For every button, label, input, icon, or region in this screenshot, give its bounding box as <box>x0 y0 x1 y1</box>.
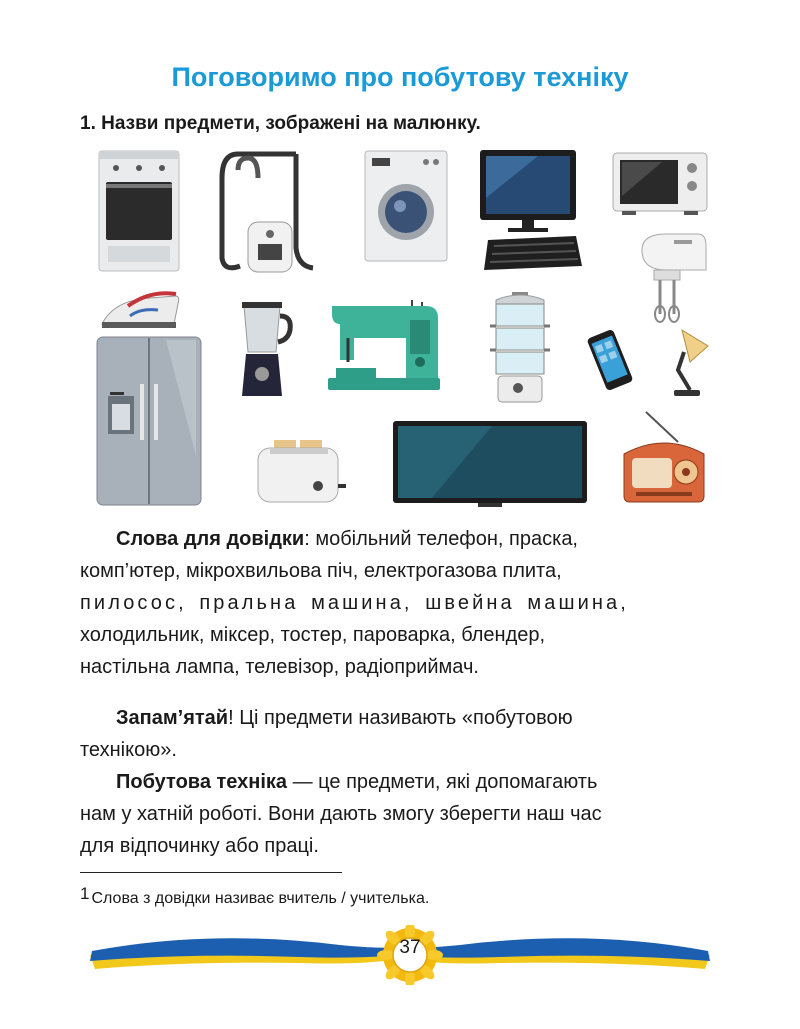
reference-words-paragraph <box>80 523 720 683</box>
definition-text-1: — це предмети, які допомагають <box>287 771 598 793</box>
gas-electric-stove-icon <box>98 150 180 272</box>
refrigerator-icon <box>96 336 202 508</box>
reference-line-1: : мобільний телефон, праска, <box>304 528 578 550</box>
page-title: Поговоримо про побутову техніку <box>171 62 629 92</box>
sewing-machine-icon <box>326 300 444 392</box>
reference-line-5: настільна лампа, телевізор, радіоприймач. <box>80 656 479 678</box>
mixer-icon <box>636 228 708 324</box>
microwave-icon <box>612 152 708 216</box>
footnote-divider <box>80 872 342 873</box>
task-instruction: 1. Назви предмети, зображені на малюнку. <box>80 113 481 134</box>
reference-line-4: холодильник, міксер, тостер, пароварка, блендер, <box>80 624 546 646</box>
computer-icon <box>478 148 590 272</box>
toaster-icon <box>254 440 350 506</box>
reference-label: Слова для довідки <box>116 528 305 550</box>
reference-line-3: пилосос, пральна машина, швейна машина, <box>80 592 629 614</box>
footnote-text: Слова з довідки називає вчитель / учителька. <box>91 890 430 907</box>
remember-text-1: ! Ці предмети називають «побутовою <box>228 707 573 729</box>
tv-icon <box>392 420 588 508</box>
remember-label: Запам’ятай <box>116 707 229 729</box>
definition-text-3: для відпочинку або праці. <box>80 835 319 857</box>
blender-icon <box>236 302 294 400</box>
iron-icon <box>100 286 182 330</box>
mobile-phone-icon <box>584 328 636 392</box>
remember-text-2: технікою». <box>80 739 177 761</box>
footnote <box>80 884 429 908</box>
footnote-mark: 1 <box>80 884 90 903</box>
desk-lamp-icon <box>656 326 710 398</box>
washing-machine-icon <box>364 150 448 262</box>
radio-icon <box>618 410 710 506</box>
reference-line-2: комп’ютер, мікрохвильова піч, електрогазова плита, <box>80 560 562 582</box>
definition-text-2: нам у хатній роботі. Вони дають змогу зберегти наш час <box>80 803 602 825</box>
steamer-icon <box>488 292 552 404</box>
definition-paragraph <box>80 766 720 862</box>
remember-paragraph <box>80 702 720 766</box>
page-number: 37 <box>399 937 421 958</box>
vacuum-cleaner-icon <box>218 148 320 276</box>
definition-label: Побутова техніка <box>116 771 288 793</box>
